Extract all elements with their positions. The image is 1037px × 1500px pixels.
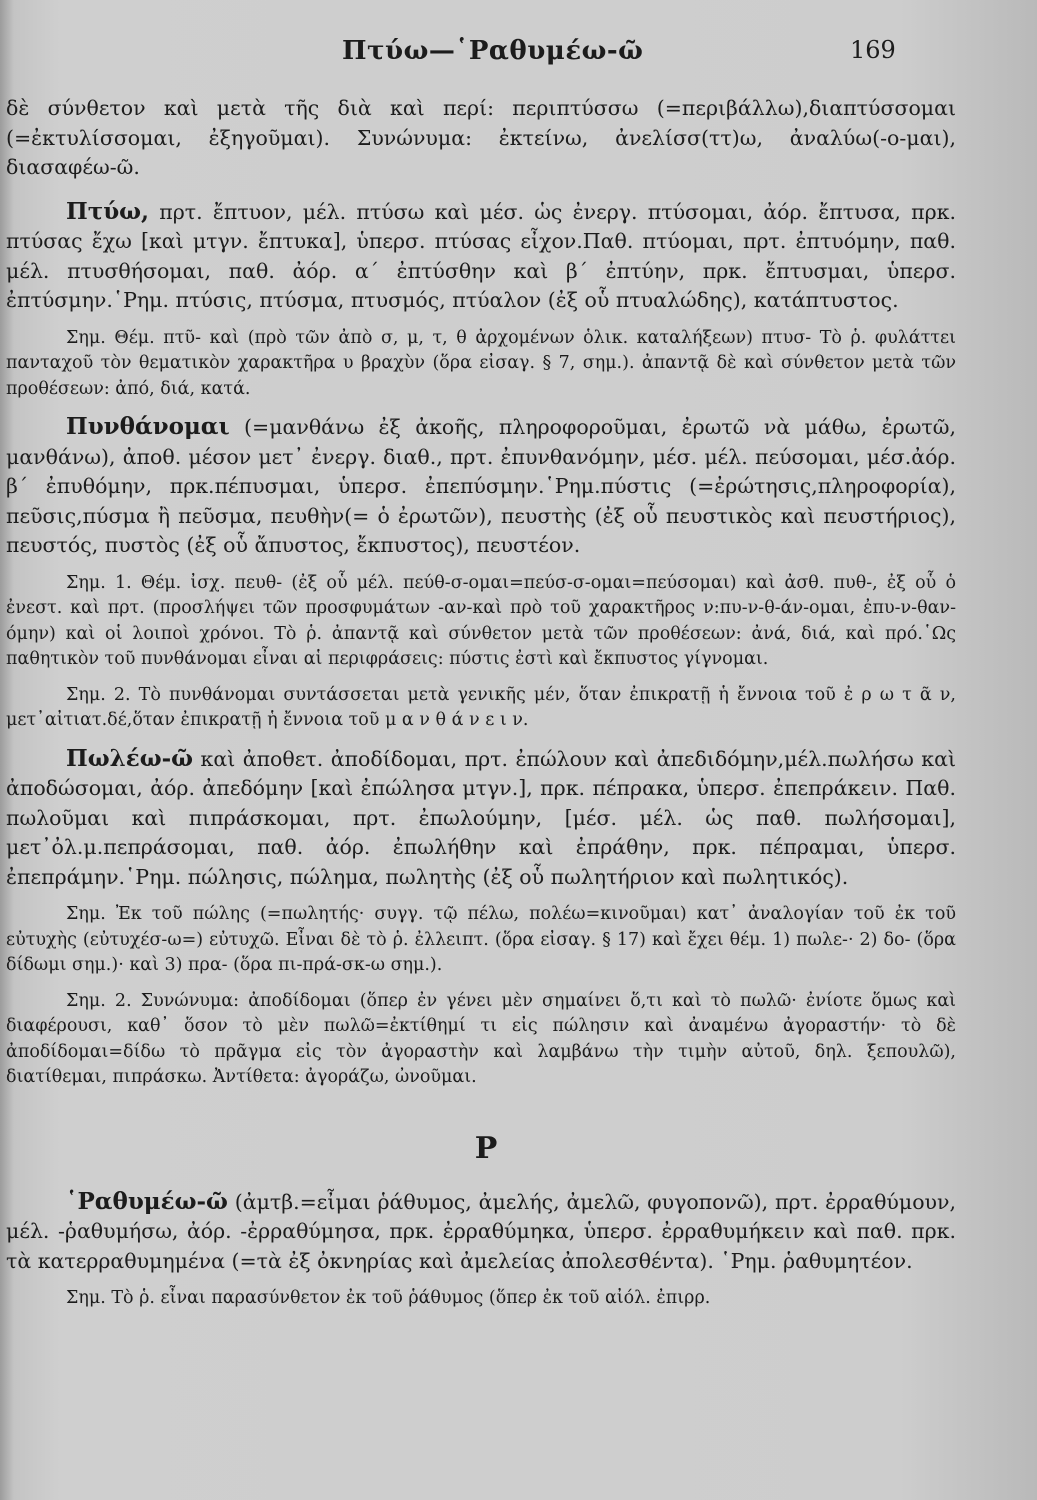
note-paragraph: Σημ. Τὸ ῥ. εἶναι παρασύνθετον ἐκ τοῦ ῥάθυμος (ὅπερ ἐκ τοῦ αἰόλ. ἐπιρρ. — [66, 1288, 711, 1308]
note-paragraph: Σημ. 2. Συνώνυμα: ἀποδίδομαι (ὅπερ ἐν γένει μὲν σημαίνει ὅ,τι καὶ τὸ πωλῶ· ἐνίοτε ὅμως καὶ διαφέρουσι, καθ᾽ ὅσον τὸ μὲν πωλῶ=ἐκτίθημί τι εἰς πώλησιν καὶ ἀναμένω ἀγοραστήν· τὸ δὲ ἀποδίδομαι=δίδω τὸ πρᾶγμα εἰς τὸν ἀγοραστὴν καὶ λαμβάνω τὴν τιμὴν αὐτοῦ, δηλ. ξεπουλῶ), διατίθεμαι, πιπράσκω. Ἀντίθετα: ἀγοράζω, ὠνοῦμαι. — [6, 990, 956, 1087]
page-body — [6, 94, 956, 1312]
note-paragraph: Σημ. 1. Θέμ. ἰσχ. πευθ- (ἐξ οὗ μέλ. πεύθ-σ-ομαι=πεύσ-σ-ομαι=πεύσομαι) καὶ ἀσθ. πυθ-, ἐξ οὗ ὁ ἐνεστ. καὶ πρτ. (προσλήψει τῶν προσφυμάτων -αν-καὶ πρὸ τοῦ χαρακτῆρος ν:πυ-ν-θ-άν-ομαι, ἐπυ-ν-θαν-όμην) καὶ οἱ λοιποὶ χρόνοι. Τὸ ῥ. ἀπαντᾷ καὶ σύνθετον μετὰ τῶν προθέσεων: ἀνά, διά, καὶ πρό.῾Ως παθητικὸν τοῦ πυνθάνομαι εἶναι αἱ περιφράσεις: πύστις ἐστὶ καὶ ἔκπυστος γίγνομαι. — [6, 572, 956, 669]
headword: Πωλέω-ῶ — [66, 744, 194, 772]
note-paragraph: Σημ. Θέμ. πτῦ- καὶ (πρὸ τῶν ἀπὸ σ, μ, τ, θ ἀρχομένων ὁλικ. καταλήξεων) πτυσ- Τὸ ῥ. φυλάττει πανταχοῦ τὸν θεματικὸν χαρακτῆρα υ βραχὺν (ὅρα εἰσαγ. § 7, σημ.). ἀπαντᾷ δὲ καὶ σύνθετον μετὰ τῶν προθέσεων: ἀπό, διά, κατά. — [6, 327, 956, 399]
entry-poleo — [6, 744, 956, 893]
running-title: Πτύω—῾Ραθυμέω-ῶ — [342, 36, 644, 66]
headword: Πυνθάνομαι — [66, 413, 230, 440]
entry-text: πρτ. ἔπτυον, μέλ. πτύσω καὶ μέσ. ὡς ἐνεργ. πτύσομαι, ἀόρ. ἔπτυσα, πρκ. πτύσας ἔχω [καὶ μτγν. ἔπτυκα], ὑπερσ. πτύσας εἶχον.Παθ. πτύομαι, πρτ. ἐπτυόμην, παθ. μέλ. πτυσθήσομαι, παθ. ἀόρ. α΄ ἐπτύσθην καὶ β΄ ἐπτύην, πρκ. ἔπτυσμαι, ὑπερσ. ἐπτύσμην.῾Ρημ. πτύσις, πτύσμα, πτυσμός, πτύαλον (ἐξ οὗ πτυαλώδης), κατάπτυστος. — [6, 199, 956, 312]
entry-text: (ἀμτβ.=εἶμαι ῥάθυμος, ἀμελής, ἀμελῶ, φυγοπονῶ), πρτ. ἐρραθύμουν, μέλ. -ῥαθυμήσω, ἀόρ. -ἐρραθύμησα, πρκ. ἐρραθύμηκα, ὑπερσ. ἐρραθυμήκειν καὶ παθ. πρκ. τὰ κατερραθυμημένα (=τὰ ἐξ ὀκνηρίας καὶ ἀμελείας ἀπολεσθέντα). ῾Ρημ. ῥαθυμητέον. — [6, 1189, 956, 1273]
headword: Πτύω, — [66, 197, 150, 225]
section-letter: Ρ — [474, 1130, 498, 1166]
entry-pynthanomai — [6, 412, 956, 561]
continuation-paragraph: δὲ σύνθετον καὶ μετὰ τῆς διὰ καὶ περί: περιπτύσσω (=περιβάλλω),διαπτύσσομαι (=ἐκτυλίσσομαι, ἐξηγοῦμαι). Συνώνυμα: ἐκτείνω, ἀνελίσσ(ττ)ω, ἀναλύω(-ο-μαι), διασαφέω-ῶ. — [6, 96, 956, 179]
entry-ptyo — [6, 197, 956, 316]
headword: ῾Ραθυμέω-ῶ — [66, 1187, 228, 1215]
running-head — [0, 36, 1037, 72]
page-number: 169 — [850, 36, 896, 64]
entry-rathymeo — [6, 1187, 956, 1277]
entry-text: καὶ ἀποθετ. ἀποδίδομαι, πρτ. ἐπώλουν καὶ ἀπεδιδόμην,μέλ.πωλήσω καὶ ἀποδώσομαι, ἀόρ. ἀπεδόμην [καὶ ἐπώλησα μτγν.], πρκ. πέπρακα, ὑπερσ. ἐπεπράκειν. Παθ. πωλοῦμαι καὶ πιπράσκομαι, πρτ. ἐπωλούμην, [μέσ. μέλ. ὡς παθ. πωλήσομαι], μετ᾽ὀλ.μ.πεπράσομαι, παθ. ἀόρ. ἐπωλήθην καὶ ἐπράθην, πρκ. πέπραμαι, ὑπερσ. ἐπεπράμην.῾Ρημ. πώλησις, πώλημα, πωλητὴς (ἐξ οὗ πωλητήριον καὶ πωλητικός). — [6, 746, 956, 889]
entry-text: (=μανθάνω ἐξ ἀκοῆς, πληροφοροῦμαι, ἐρωτῶ νὰ μάθω, ἐρωτῶ, μανθάνω), ἀποθ. μέσον μετ᾽ ἐνεργ. διαθ., πρτ. ἐπυνθανόμην, μέσ. μέλ. πεύσομαι, μέσ.ἀόρ. β΄ ἐπυθόμην, πρκ.πέπυσμαι, ὑπερσ. ἐπεπύσμην.῾Ρημ.πύστις (=ἐρώτησις,πληροφορία), πεῦσις,πύσμα ἢ πεῦσμα, πευθὴν(= ὁ ἐρωτῶν), πευστὴς (ἐξ οὗ πευστικὸς καὶ πευστήριος), πευστός, πυστὸς (ἐξ οὗ ἄπυστος, ἔκπυστος), πευστέον. — [6, 415, 956, 557]
note-paragraph: Σημ. 2. Τὸ πυνθάνομαι συντάσσεται μετὰ γενικῆς μέν, ὅταν ἐπικρατῇ ἡ ἔννοια τοῦ ἐ ρ ω τ ᾶ ν, μετ᾽αἰτιατ.δέ,ὅταν ἐπικρατῇ ἡ ἔννοια τοῦ μ α ν θ ά ν ε ι ν. — [6, 684, 956, 730]
note-paragraph: Σημ. Ἐκ τοῦ πώλης (=πωλητής· συγγ. τῷ πέλω, πολέω=κινοῦμαι) κατ᾽ ἀναλογίαν τοῦ ἐκ τοῦ εὐτυχὴς (εὐτυχέσ-ω=) εὐτυχῶ. Εἶναι δὲ τὸ ῥ. ἐλλειπτ. (ὅρα εἰσαγ. § 17) καὶ ἔχει θέμ. 1) πωλε-· 2) δο- (ὅρα δίδωμι σημ.)· καὶ 3) πρα- (ὅρα πι-πρά-σκ-ω σημ.). — [6, 904, 956, 975]
